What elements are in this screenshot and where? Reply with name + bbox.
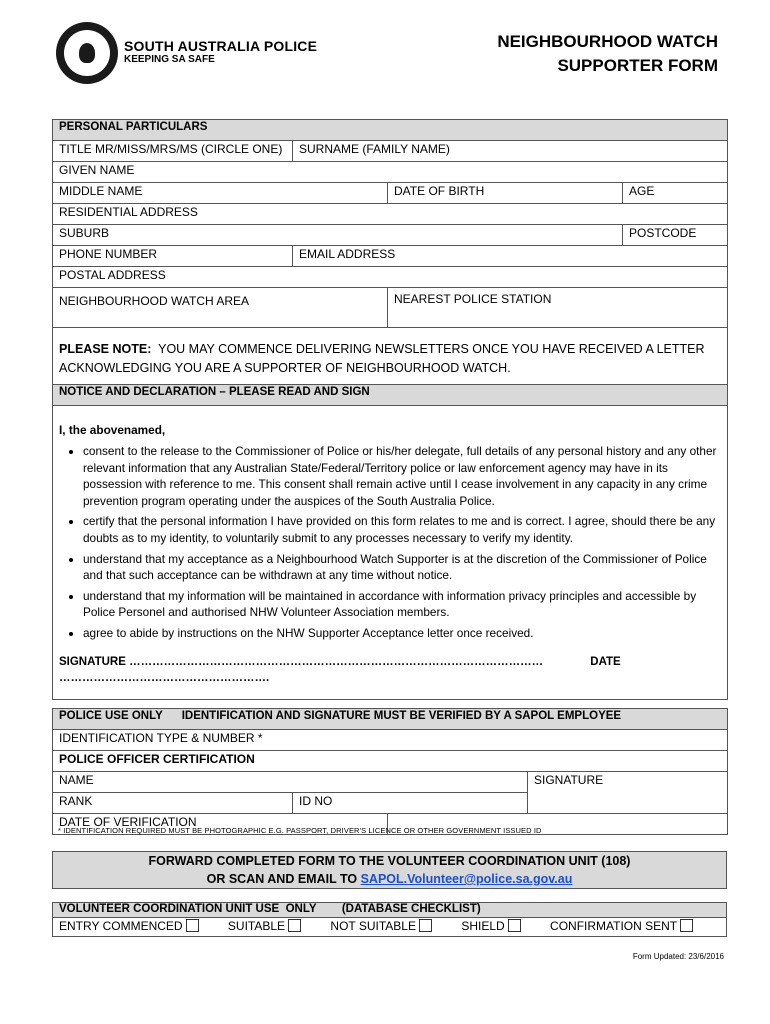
- suitable-label: SUITABLE: [227, 919, 286, 933]
- form-title-line2: SUPPORTER FORM: [557, 56, 718, 75]
- declaration-item: • agree to abide by instructions on the NHW Supporter Acceptance letter once received.: [83, 625, 721, 642]
- police-use-header: POLICE USE ONLY IDENTIFICATION AND SIGNATURE MUST BE VERIFIED BY A SAPOL EMPLOYEE: [53, 709, 728, 730]
- dob-field[interactable]: DATE OF BIRTH: [388, 183, 623, 204]
- declaration-item: • certify that the personal information I have provided on this form relates to me and is correct. I agree, should there be any doubts as to my identity, to voluntarily submit to any processes necessary to verify my identity.: [83, 513, 721, 547]
- form-title-line1: NEIGHBOURHOOD WATCH: [497, 32, 718, 51]
- residential-address-field[interactable]: RESIDENTIAL ADDRESS: [53, 204, 728, 225]
- shield-checkbox[interactable]: [508, 919, 521, 932]
- police-station-field[interactable]: NEAREST POLICE STATION: [388, 288, 728, 328]
- confirmation-sent-checkbox[interactable]: [680, 919, 693, 932]
- declaration-item: • understand that my acceptance as a Neighbourhood Watch Supporter is at the discretion of the Commissioner of Police and that such acceptance can be withdrawn at any time without notice.: [83, 551, 721, 585]
- not-suitable-checkbox[interactable]: [419, 919, 432, 932]
- declaration-item: • consent to the release to the Commissioner of Police or his/her delegate, full details of any personal history and any other relevant information that any Australian State/Federal/Territory police or law enforcement agency may have in its possession with reference to me. This consent shall remain active until I cease involvement in any capacity in any crime prevention program operating under the auspices of the South Australia Police.: [83, 443, 721, 510]
- declaration-list: [59, 443, 721, 642]
- forward-line2: [53, 870, 726, 888]
- title-field[interactable]: TITLE MR/MISS/MRS/MS (CIRCLE ONE): [53, 141, 293, 162]
- date-line[interactable]: DATE ……………………………………………….: [59, 655, 621, 685]
- age-field[interactable]: AGE: [623, 183, 728, 204]
- not-suitable-label: NOT SUITABLE: [330, 919, 416, 933]
- surname-field[interactable]: SURNAME (FAMILY NAME): [293, 141, 728, 162]
- section-title-declaration: NOTICE AND DECLARATION – PLEASE READ AND SIGN: [53, 385, 728, 406]
- shield-label: SHIELD: [461, 919, 505, 933]
- police-certification-label: POLICE OFFICER CERTIFICATION: [53, 751, 728, 772]
- middle-name-field[interactable]: MIDDLE NAME: [53, 183, 388, 204]
- forward-line2-prefix: OR SCAN AND EMAIL TO: [206, 872, 361, 886]
- forward-line1: FORWARD COMPLETED FORM TO THE VOLUNTEER COORDINATION UNIT (108): [148, 854, 631, 868]
- id-footnote: * IDENTIFICATION REQUIRED MUST BE PHOTOGRAPHIC E.G. PASSPORT, DRIVER'S LICENCE OR OTHER GOVERNMENT ISSUED ID: [58, 826, 542, 835]
- suitable-checkbox[interactable]: [288, 919, 301, 932]
- form-updated-date: Form Updated: 23/6/2016: [632, 952, 724, 961]
- volunteer-email-link[interactable]: SAPOL.Volunteer@police.sa.gov.au: [360, 872, 573, 886]
- section-title-personal: PERSONAL PARTICULARS: [53, 120, 728, 141]
- id-type-field[interactable]: IDENTIFICATION TYPE & NUMBER *: [53, 730, 728, 751]
- suburb-field[interactable]: SUBURB: [53, 225, 623, 246]
- verification-date-field[interactable]: DATE OF VERIFICATION: [53, 814, 388, 835]
- org-name: SOUTH AUSTRALIA POLICE: [124, 38, 318, 54]
- form-title: [497, 30, 718, 78]
- please-note-label: PLEASE NOTE:: [59, 342, 152, 356]
- given-name-field[interactable]: GIVEN NAME: [53, 162, 728, 183]
- nw-area-field[interactable]: NEIGHBOURHOOD WATCH AREA: [53, 288, 388, 328]
- signature-line[interactable]: SIGNATURE ………………………………………………………………………………………………: [59, 655, 544, 668]
- please-note: [53, 328, 728, 385]
- declaration-intro: I, the abovenamed,: [59, 423, 166, 437]
- rank-field[interactable]: RANK: [53, 793, 293, 814]
- declaration-body: [53, 406, 728, 700]
- email-field[interactable]: EMAIL ADDRESS: [293, 246, 728, 267]
- org-motto: KEEPING SA SAFE: [124, 54, 215, 65]
- officer-name-field[interactable]: NAME: [53, 772, 528, 793]
- vcu-checklist-row: [53, 918, 727, 937]
- signature-row: [59, 654, 721, 688]
- vcu-header: VOLUNTEER COORDINATION UNIT USE ONLY (DATABASE CHECKLIST): [53, 903, 727, 918]
- personal-particulars-table: [52, 119, 728, 700]
- postal-address-field[interactable]: POSTAL ADDRESS: [53, 267, 728, 288]
- police-use-table: [52, 708, 728, 835]
- declaration-item: • understand that my information will be maintained in accordance with information privacy principles and accessible by Police Personel and authorised NHW Volunteer Association members.: [83, 588, 721, 622]
- phone-field[interactable]: PHONE NUMBER: [53, 246, 293, 267]
- confirmation-sent-label: CONFIRMATION SENT: [550, 919, 678, 933]
- postcode-field[interactable]: POSTCODE: [623, 225, 728, 246]
- vcu-checklist-table: [52, 902, 727, 937]
- please-note-text: YOU MAY COMMENCE DELIVERING NEWSLETTERS ONCE YOU HAVE RECEIVED A LETTER ACKNOWLEDGING YOU ARE A SUPPORTER OF NEIGHBOURHOOD WATCH.: [59, 342, 705, 375]
- officer-signature-field[interactable]: SIGNATURE: [528, 772, 728, 814]
- entry-commenced-label: ENTRY COMMENCED: [59, 919, 183, 933]
- sapol-logo: [56, 22, 118, 84]
- entry-commenced-checkbox[interactable]: [186, 919, 199, 932]
- forward-instructions: [52, 851, 727, 889]
- id-no-field[interactable]: ID NO: [293, 793, 528, 814]
